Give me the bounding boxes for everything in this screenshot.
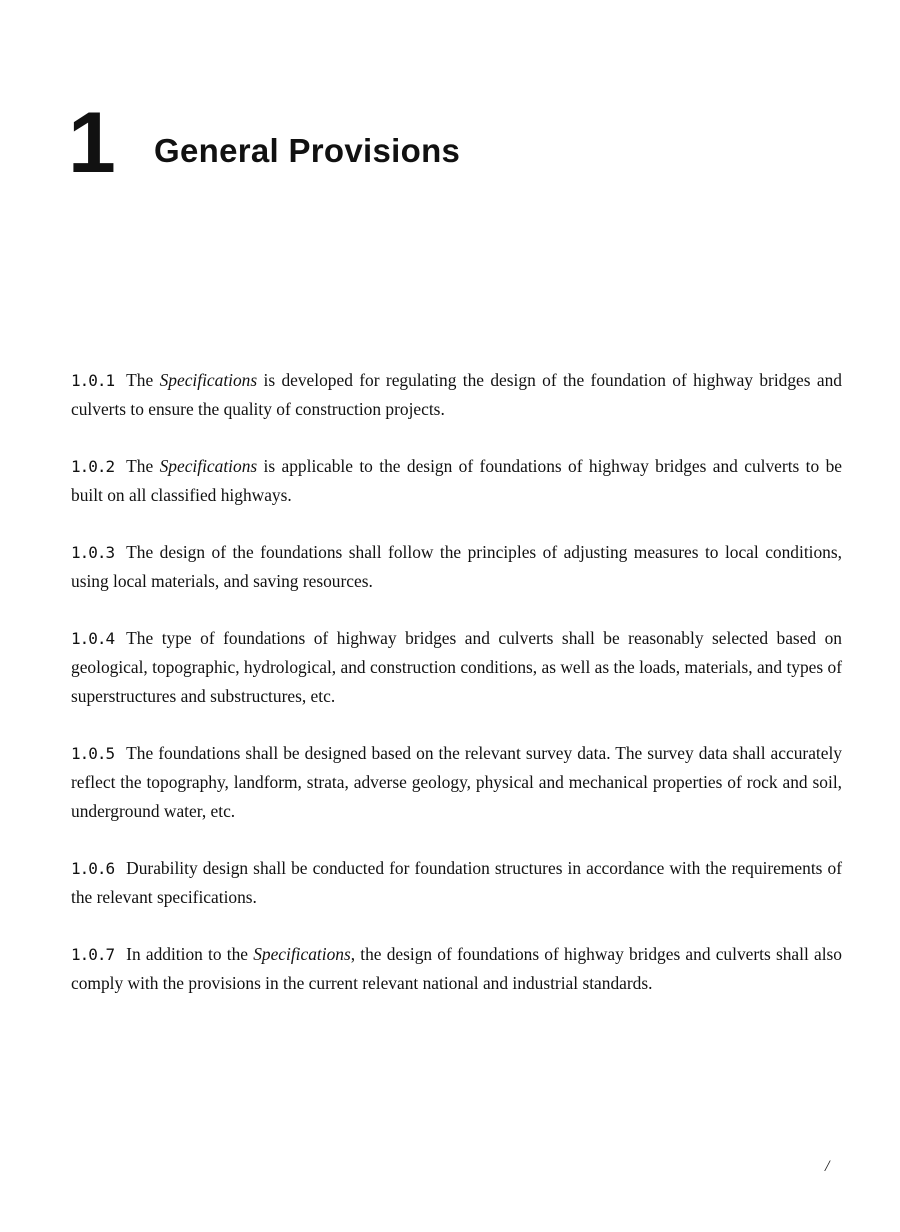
clause-number: 1.0.3 bbox=[71, 543, 115, 562]
clause-1-0-5 bbox=[71, 739, 842, 826]
clause-text: is applicable to the design of foundations of highway bridges and culverts to be built on all classified highways. bbox=[71, 456, 842, 505]
clause-text: , the design of foundations of highway bridges and culverts shall also comply with the provisions in the current relevant national and industrial standards. bbox=[71, 944, 842, 993]
page-number: / bbox=[825, 1158, 830, 1175]
clause-number: 1.0.7 bbox=[71, 945, 115, 964]
clause-1-0-3 bbox=[71, 538, 842, 596]
clause-1-0-7 bbox=[71, 940, 842, 998]
clause-number: 1.0.4 bbox=[71, 629, 115, 648]
chapter-number: 1 bbox=[68, 95, 114, 191]
clause-italic-term: Specifications bbox=[159, 456, 258, 476]
clause-number: 1.0.5 bbox=[71, 744, 115, 763]
clause-text: The bbox=[126, 370, 160, 390]
clause-text: The design of the foundations shall follow the principles of adjusting measures to local conditions, using local materials, and saving resources. bbox=[71, 542, 842, 591]
clause-number: 1.0.2 bbox=[71, 457, 115, 476]
clause-number: 1.0.1 bbox=[71, 371, 115, 390]
clause-text: Durability design shall be conducted for foundation structures in accordance with the requirements of the relevant specifications. bbox=[71, 858, 842, 907]
clause-list bbox=[71, 366, 842, 1026]
clause-text: In addition to the bbox=[126, 944, 254, 964]
chapter-title: General Provisions bbox=[154, 132, 461, 169]
clause-number: 1.0.6 bbox=[71, 859, 115, 878]
clause-1-0-6 bbox=[71, 854, 842, 912]
clause-text: The foundations shall be designed based on the relevant survey data. The survey data shall accurately reflect the topography, landform, strata, adverse geology, physical and mechanical properties of rock and soil, underground water, etc. bbox=[71, 743, 842, 821]
clause-1-0-1 bbox=[71, 366, 842, 424]
clause-1-0-2 bbox=[71, 452, 842, 510]
clause-italic-term: Specifications bbox=[159, 370, 258, 390]
clause-italic-term: Specifications bbox=[253, 944, 351, 964]
clause-text: The bbox=[126, 456, 160, 476]
clause-text: is developed for regulating the design of the foundation of highway bridges and culverts to ensure the quality of construction projects. bbox=[71, 370, 843, 419]
clause-1-0-4 bbox=[71, 624, 842, 711]
clause-text: The type of foundations of highway bridges and culverts shall be reasonably selected based on geological, topographic, hydrological, and construction conditions, as well as the loads, materials, and types of superstructures and substructures, etc. bbox=[71, 628, 842, 706]
